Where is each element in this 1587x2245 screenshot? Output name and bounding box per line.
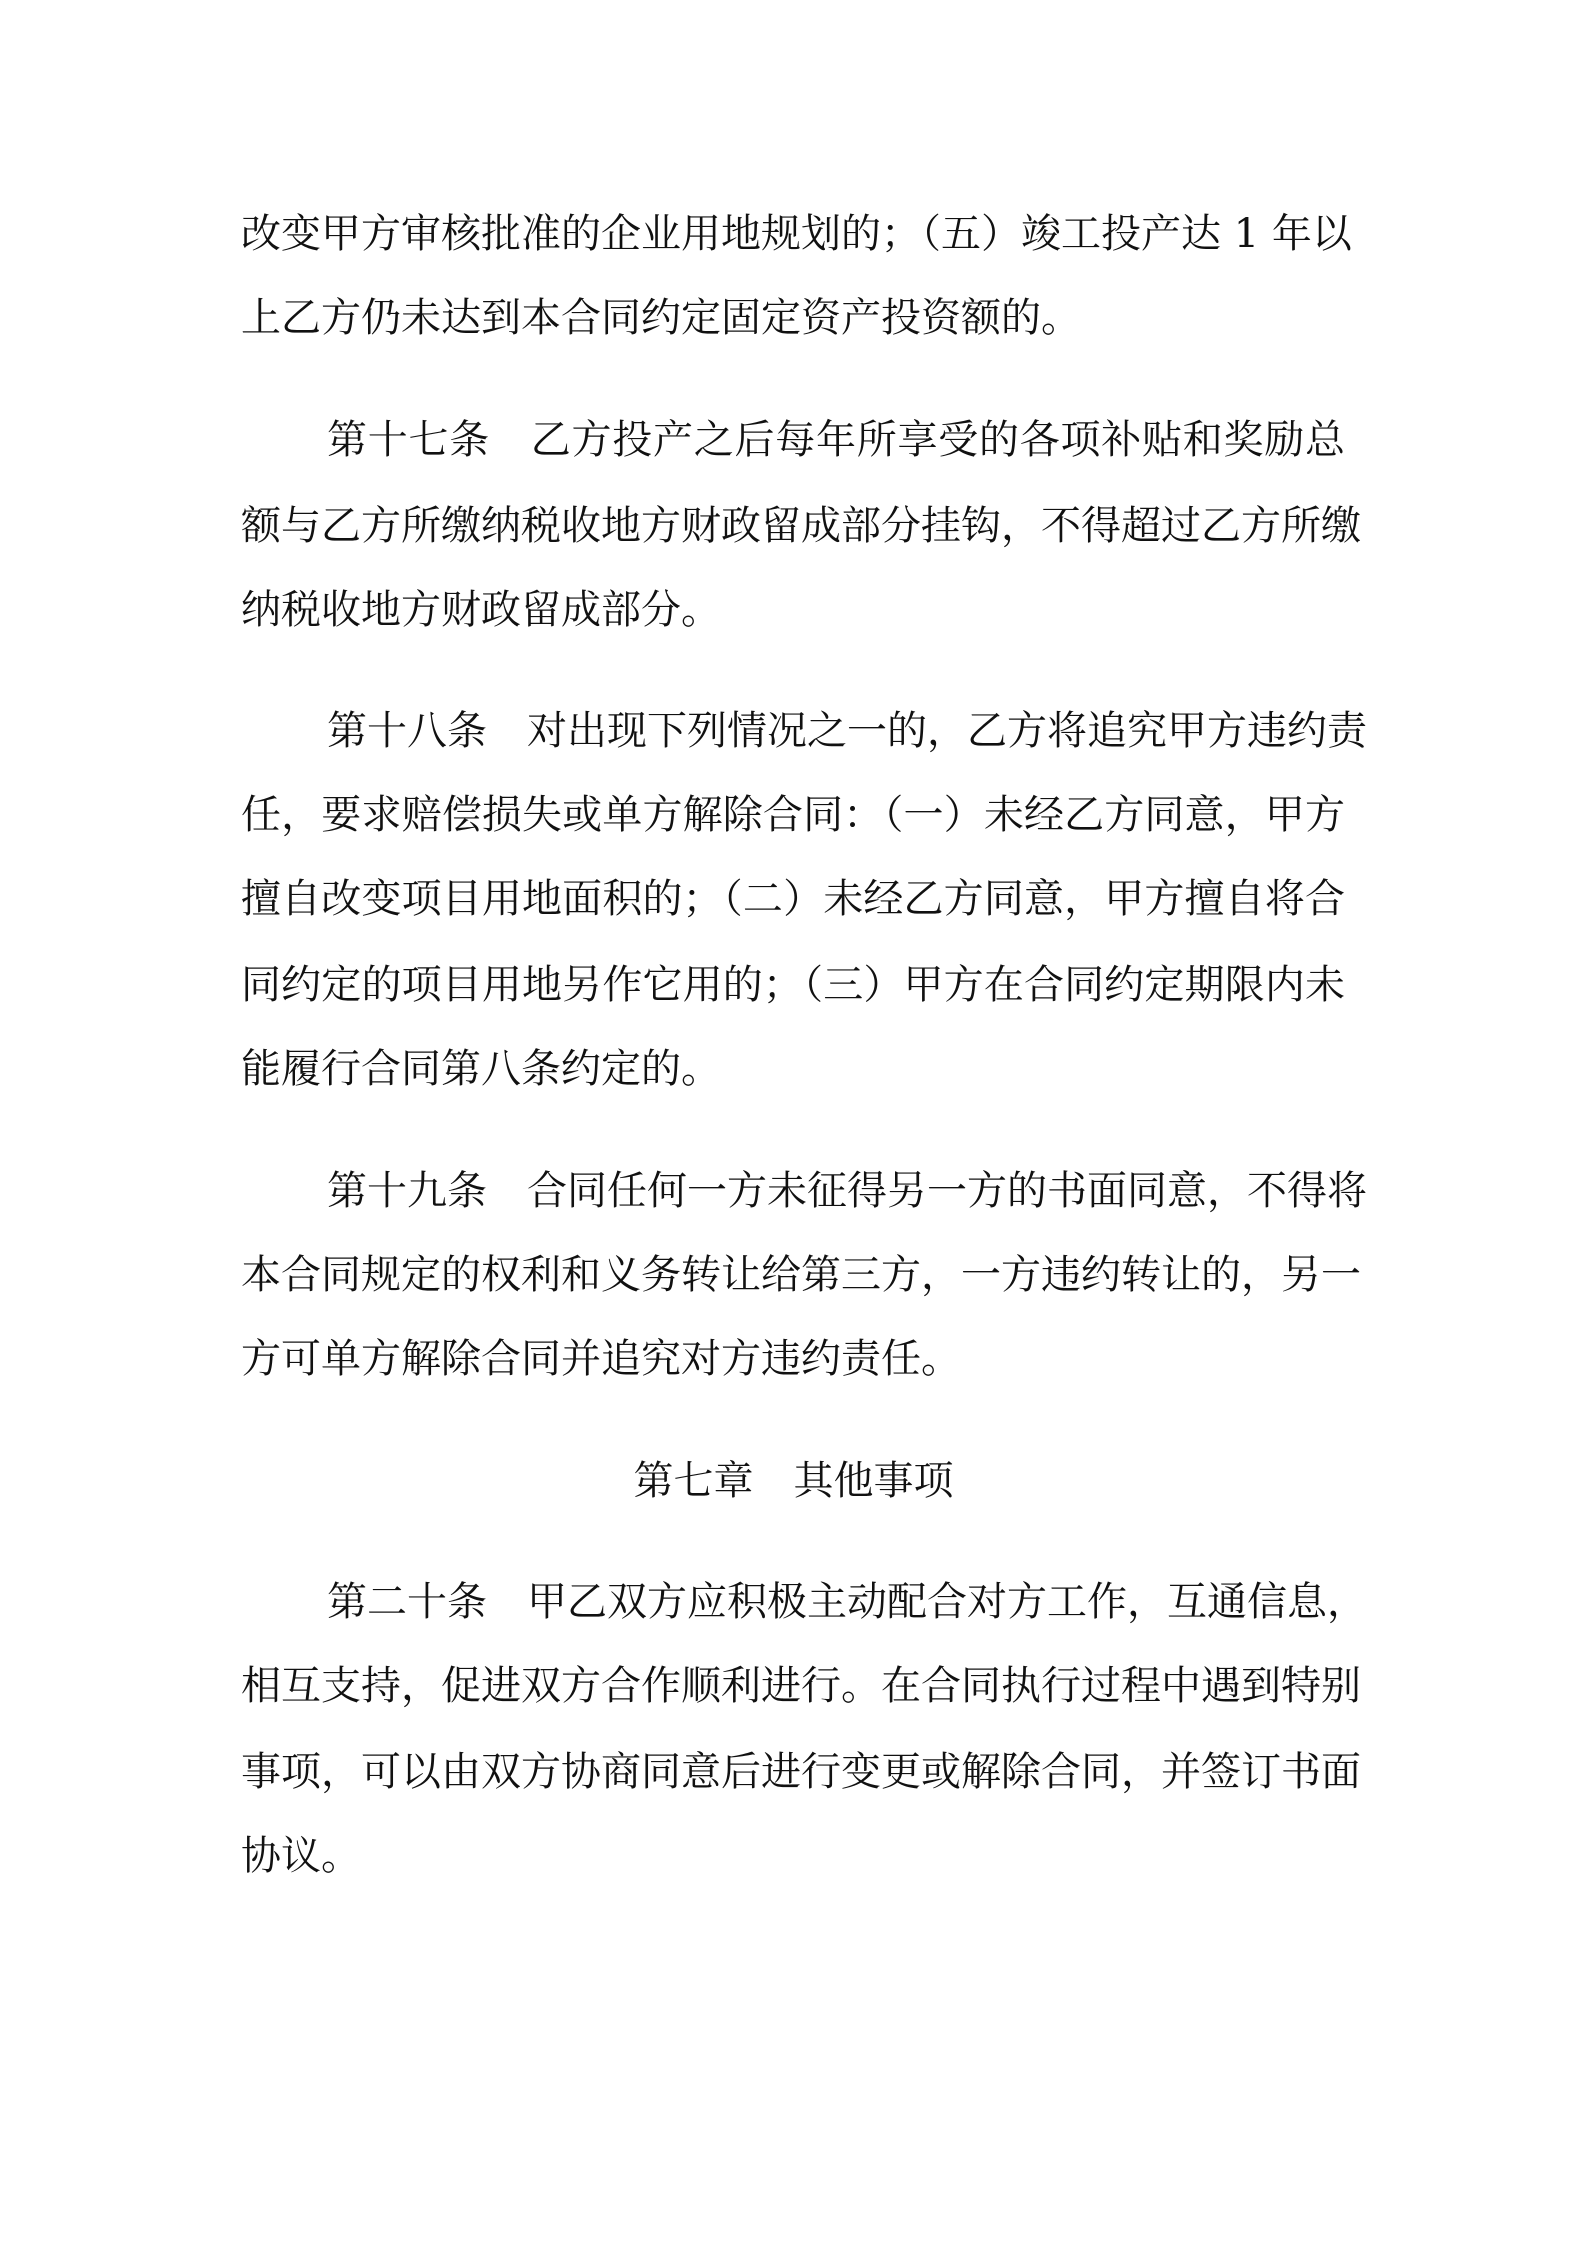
article-19-text: 合同任何一方未征得另一方的书面同意，不得将	[527, 1168, 1367, 1214]
paragraph-line: 纳税收地方财政留成部分。	[241, 587, 721, 633]
chapter-title: 其他事项	[793, 1458, 954, 1504]
paragraph-line: 改变甲方审核批准的企业用地规划的；（五）竣工投产达 1 年以	[241, 211, 1352, 257]
paragraph-line: 本合同规定的权利和义务转让给第三方，一方违约转让的，另一	[241, 1252, 1361, 1298]
article-18-first-line	[327, 707, 1367, 755]
paragraph-line: 任，要求赔偿损失或单方解除合同：（一）未经乙方同意，甲方	[241, 792, 1345, 838]
article-17-first-line	[327, 416, 1345, 464]
paragraph-line: 额与乙方所缴纳税收地方财政留成部分挂钩，不得超过乙方所缴	[241, 503, 1361, 549]
chapter-label: 第七章	[633, 1458, 754, 1504]
paragraph-line: 协议。	[241, 1833, 361, 1879]
paragraph-line: 事项，可以由双方协商同意后进行变更或解除合同，并签订书面	[241, 1749, 1361, 1795]
article-17-text: 乙方投产之后每年所享受的各项补贴和奖励总	[530, 417, 1345, 463]
article-20-text: 甲乙双方应积极主动配合对方工作，互通信息，	[527, 1579, 1367, 1625]
paragraph-line: 相互支持，促进双方合作顺利进行。在合同执行过程中遇到特别	[241, 1663, 1361, 1709]
article-18-label: 第十八条	[327, 708, 487, 754]
article-19-label: 第十九条	[327, 1168, 487, 1214]
article-17-label: 第十七条	[327, 417, 490, 463]
chapter-heading	[0, 1457, 1587, 1505]
article-20-first-line	[327, 1578, 1367, 1626]
paragraph-line: 方可单方解除合同并追究对方违约责任。	[241, 1336, 961, 1382]
paragraph-line: 擅自改变项目用地面积的；（二）未经乙方同意，甲方擅自将合	[241, 876, 1345, 922]
article-19-first-line	[327, 1167, 1367, 1215]
paragraph-line: 能履行合同第八条约定的。	[241, 1046, 721, 1092]
article-20-label: 第二十条	[327, 1579, 487, 1625]
article-18-text: 对出现下列情况之一的，乙方将追究甲方违约责	[527, 708, 1367, 754]
paragraph-line: 上乙方仍未达到本合同约定固定资产投资额的。	[241, 295, 1081, 341]
paragraph-line: 同约定的项目用地另作它用的；（三）甲方在合同约定期限内未	[241, 962, 1345, 1008]
